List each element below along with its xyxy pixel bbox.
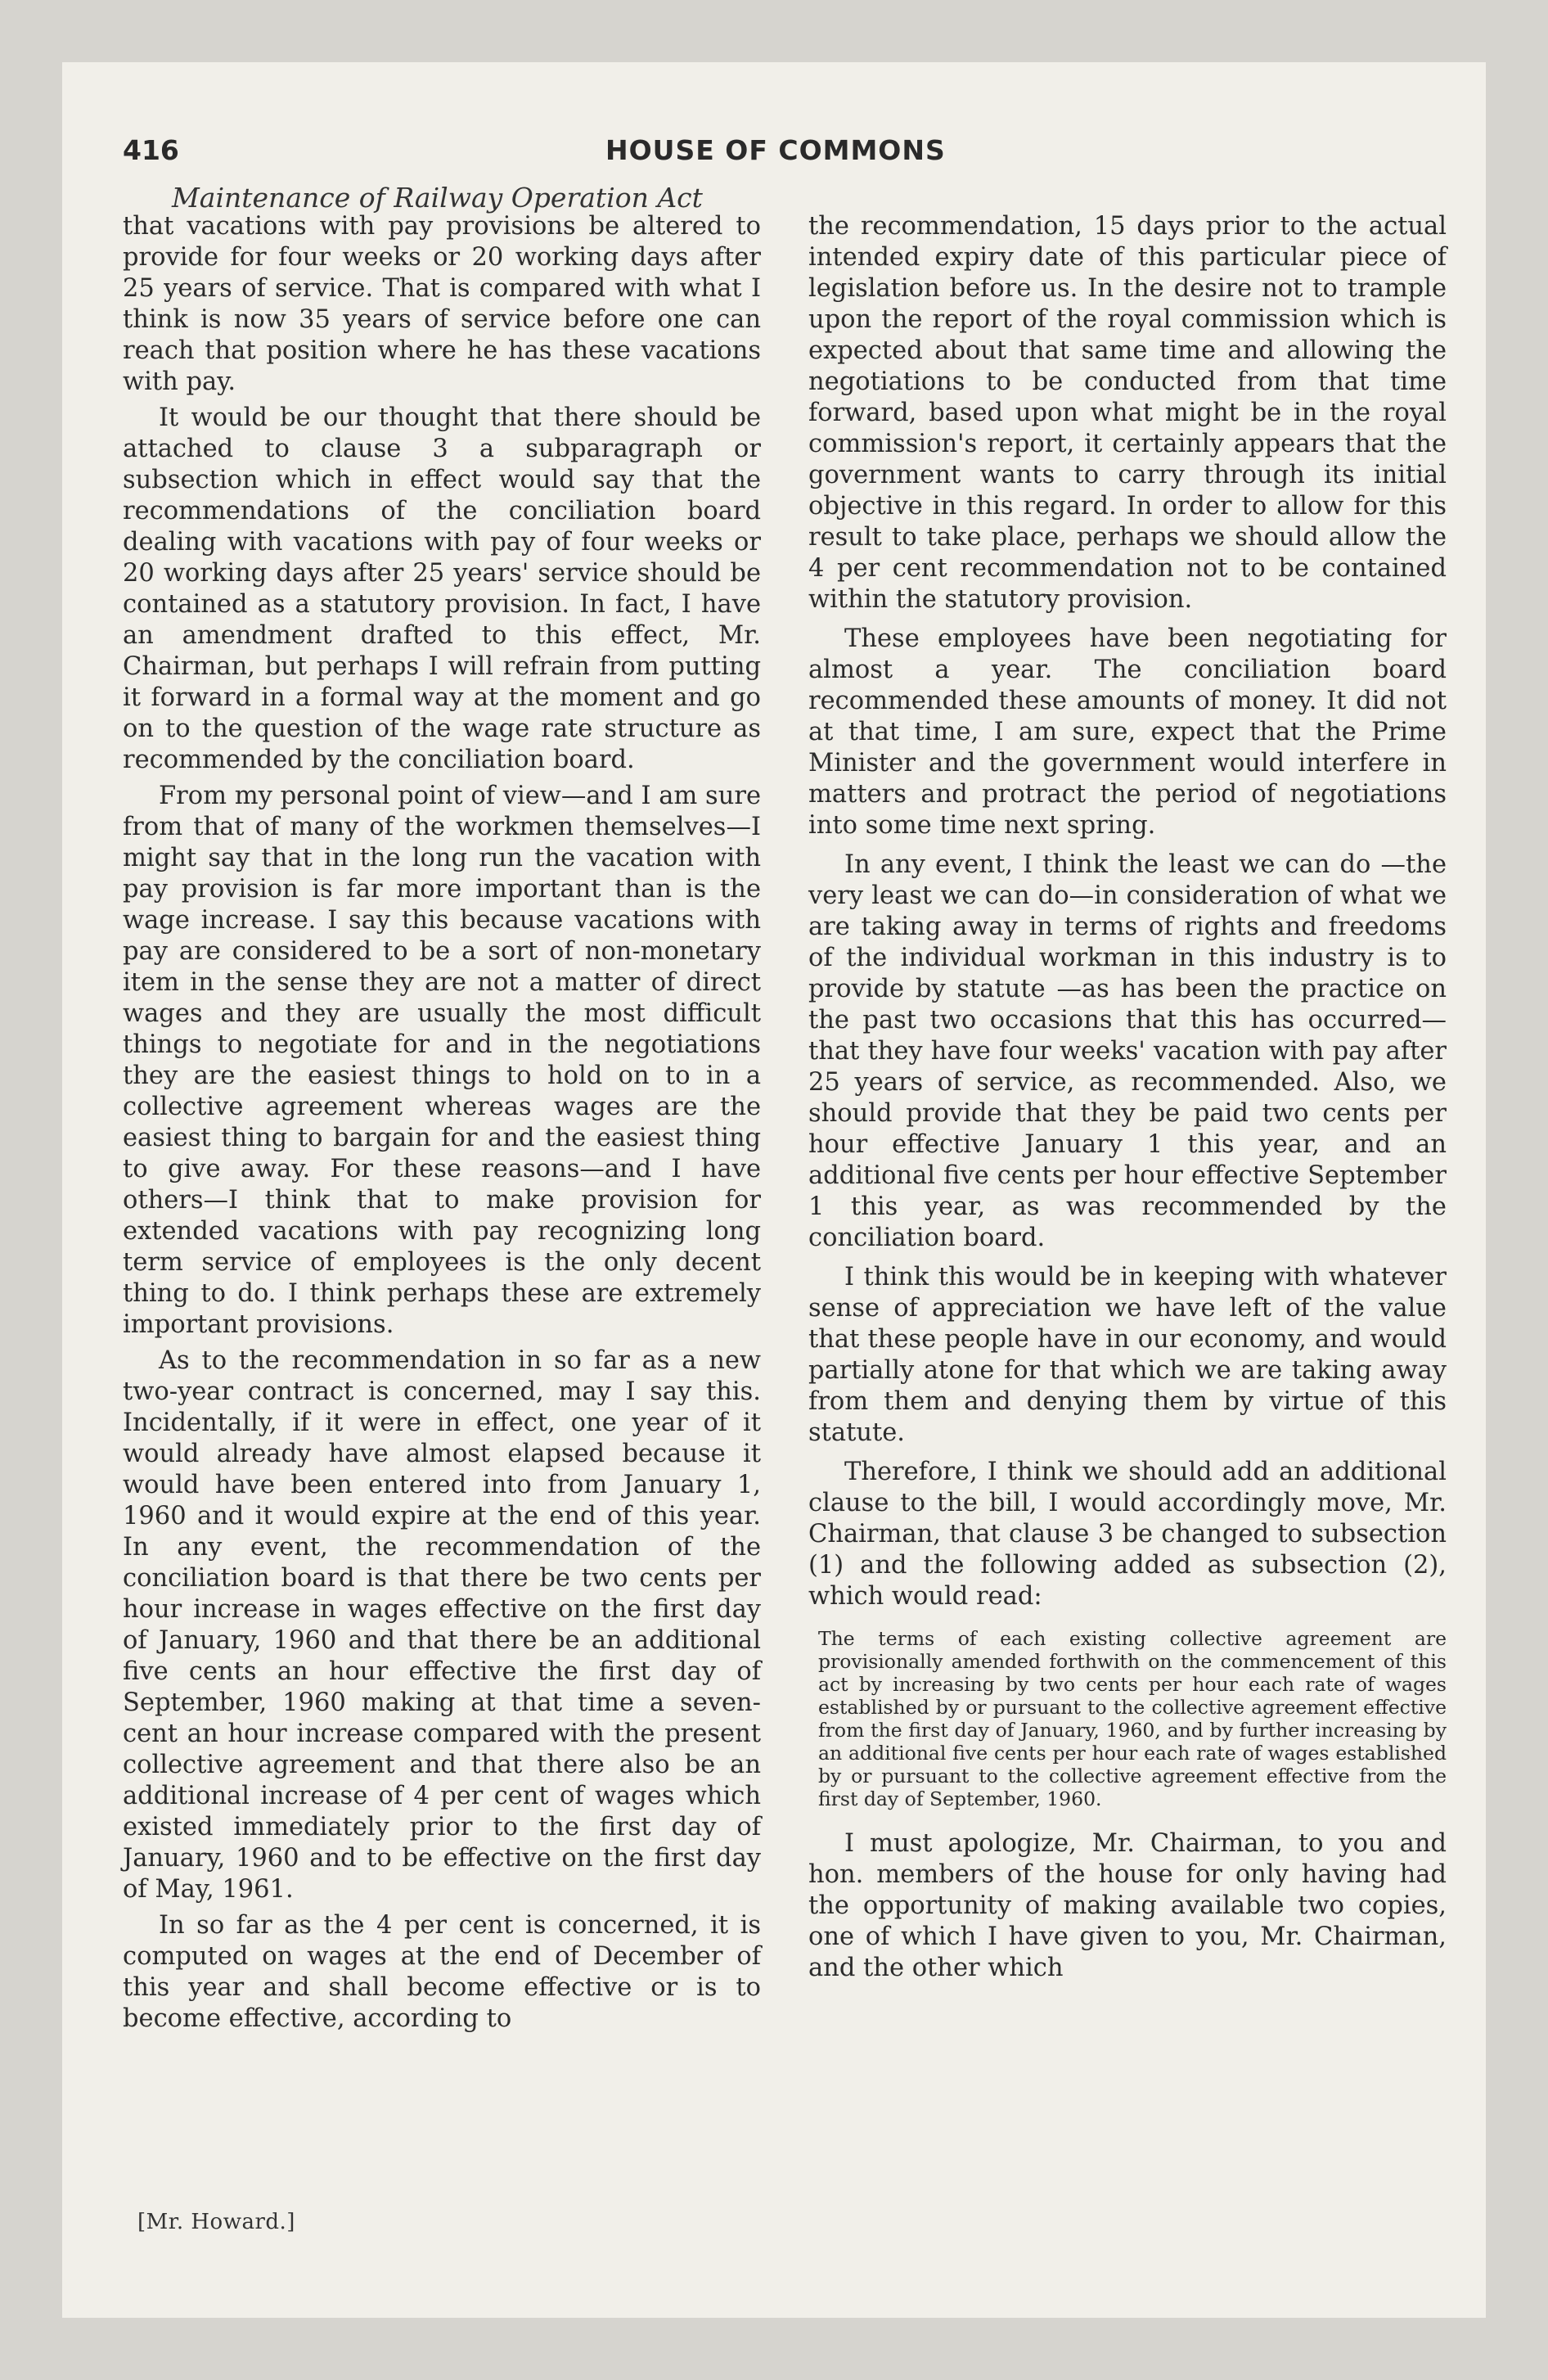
running-head: HOUSE OF COMMONS: [605, 134, 946, 166]
speaker-attribution: [Mr. Howard.]: [137, 2210, 295, 2234]
paragraph: In so far as the 4 per cent is concerned, it is computed on wages at the end of December of this year and shall become effective or is to become effective, according to: [123, 1911, 761, 2033]
amendment-quote: The terms of each existing collective agreement are provisionally amended forthwith on the commencement of this act by increasing by two cents per hour each rate of wages established by or pursuant to the collective agreement effective from the first day of January, 1960, and by further increasing by an additional five cents per hour each rate of wages established by or pursuant to the collective agreement effective from the first day of September, 1960.: [818, 1627, 1447, 1810]
page-number: 416: [123, 134, 179, 166]
section-title: Maintenance of Railway Operation Act: [172, 182, 703, 214]
paragraph: I must apologize, Mr. Chairman, to you and hon. members of the house for only having had the opportunity of making available two copies, one of which I have given to you, Mr. Chairman, and the other which: [808, 1829, 1447, 1982]
paragraph: In any event, I think the least we can do —the very least we can do—in consideration of what we are taking away in terms of rights and freedoms of the individual workman in this industry is to provide by statute —as has been the practice on the past two occasions that this has occurred—that they have four weeks' vacation with pay after 25 years of service, as recommended. Also, we should provide that they be paid two cents per hour effective January 1 this year, and an additional five cents per hour effective September 1 this year, as was recommended by the conciliation board.: [808, 850, 1447, 1252]
paragraph: the recommendation, 15 days prior to the actual intended expiry date of this particular piece of legislation before us. In the desire not to trample upon the report of the royal commission which is expected about that same time and allowing the negotiations to be conducted from that time forward, based upon what might be in the royal commission's report, it certainly appears that the government wants to carry through its initial objective in this regard. In order to allow for this result to take place, perhaps we should allow the 4 per cent recommendation not to be contained within the statutory provision.: [808, 212, 1447, 614]
left-column: [123, 211, 761, 2040]
paragraph: As to the recommendation in so far as a new two-year contract is concerned, may I say this. Incidentally, if it were in effect, one year of it would already have almost elapsed because it would have been entered into from January 1, 1960 and it would expire at the end of this year. In any event, the recommendation of the conciliation board is that there be two cents per hour increase in wages effective on the first day of January, 1960 and that there be an additional five cents an hour effective the first day of September, 1960 making at that time a seven-cent an hour increase compared with the present collective agreement and that there also be an additional increase of 4 per cent of wages which existed immediately prior to the first day of January, 1960 and to be effective on the first day of May, 1961.: [123, 1346, 761, 1904]
paragraph: From my personal point of view—and I am sure from that of many of the workmen themselves—I might say that in the long run the vacation with pay provision is far more important than is the wage increase. I say this because vacations with pay are considered to be a sort of non-monetary item in the sense they are not a matter of direct wages and they are usually the most difficult things to negotiate for and in the negotiations they are the easiest things to hold on to in a collective agreement whereas wages are the easiest thing to bargain for and the easiest thing to give away. For these reasons—and I have others—I think that to make provision for extended vacations with pay recognizing long term service of employees is the only decent thing to do. I think perhaps these are extremely important provisions.: [123, 782, 761, 1339]
right-column: [808, 211, 1447, 1989]
page-header: [123, 134, 1465, 175]
paragraph: These employees have been negotiating for almost a year. The conciliation board recommended these amounts of money. It did not at that time, I am sure, expect that the Prime Minister and the government would interfere in matters and protract the period of negotiations into some time next spring.: [808, 624, 1447, 840]
paragraph: I think this would be in keeping with whatever sense of appreciation we have left of the value that these people have in our economy, and would partially atone for that which we are taking away from them and denying them by virtue of this statute.: [808, 1263, 1447, 1447]
paragraph: that vacations with pay provisions be altered to provide for four weeks or 20 working days after 25 years of service. That is compared with what I think is now 35 years of service before one can reach that position where he has these vacations with pay.: [123, 212, 761, 396]
paragraph: Therefore, I think we should add an additional clause to the bill, I would accordingly move, Mr. Chairman, that clause 3 be changed to subsection (1) and the following added as subsection (2), which would read:: [808, 1458, 1447, 1611]
paragraph: It would be our thought that there should be attached to clause 3 a subparagraph or subsection which in effect would say that the recommendations of the conciliation board dealing with vacations with pay of four weeks or 20 working days after 25 years' service should be contained as a statutory provision. In fact, I have an amendment drafted to this effect, Mr. Chairman, but perhaps I will refrain from putting it forward in a formal way at the moment and go on to the question of the wage rate structure as recommended by the conciliation board.: [123, 403, 761, 774]
